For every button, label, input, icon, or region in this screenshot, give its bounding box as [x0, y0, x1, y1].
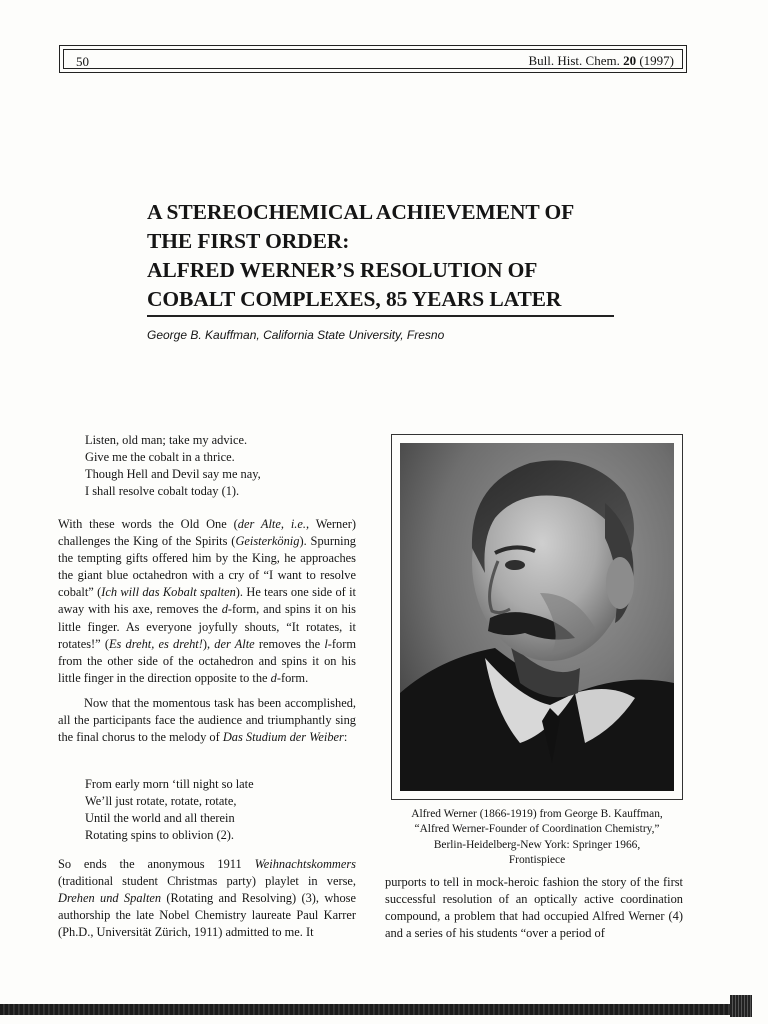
portrait-photo	[400, 443, 674, 791]
chorus-poem	[85, 776, 254, 844]
body-paragraph-1: With these words the Old One (der Alte, i.e., Werner) challenges the King of the Spirits (Geisterkönig). Spurning the tempting gifts offered him by the King, he approaches the giant blue octahedron with a cry of “I want to resolve cobalt” (Ich will das Kobalt spalten). He tears one side of it away with his axe, removes the d-form, and spins it on his little finger. As everyone joyfully shouts, “It rotates, it rotates!” (Es dreht, es dreht!), der Alte removes the l-form from the other side of the octahedron and spins it on his little finger in the direction opposite to the d-form.	[58, 517, 357, 685]
poem-line: Listen, old man; take my advice.	[85, 433, 248, 447]
poem-line: Give me the cobalt in a thrice.	[85, 450, 235, 464]
caption-line: Alfred Werner (1866-1919) from George B. Kauffman,	[411, 808, 663, 820]
scan-edge-bar	[0, 1004, 750, 1015]
author-byline: George B. Kauffman, California State University, Fresno	[147, 328, 445, 342]
journal-citation	[528, 53, 674, 69]
epigraph-poem	[85, 432, 261, 500]
poem-line: We’ll just rotate, rotate, rotate,	[85, 794, 237, 808]
title-line: ALFRED WERNER’S RESOLUTION OF	[147, 258, 538, 282]
title-line: THE FIRST ORDER:	[147, 229, 350, 253]
figure-caption	[391, 807, 683, 868]
poem-line: From early morn ‘till night so late	[85, 777, 254, 791]
running-header-inner-border	[63, 49, 683, 69]
title-line: COBALT COMPLEXES, 85 YEARS LATER	[147, 287, 562, 311]
body-paragraph-2: Now that the momentous task has been accomplished, all the participants face the audience and triumphantly sing the final chorus to the melody of Das Studium der Weiber:	[58, 696, 356, 745]
running-header	[59, 45, 687, 73]
poem-line: Until the world and all therein	[85, 811, 235, 825]
body-paragraph-4: purports to tell in mock-heroic fashion the story of the first successful resolution of an optically active coordination compound, a problem that had occupied Alfred Werner (4) and a series of his students “over a period of	[385, 875, 683, 941]
title-line: A STEREOCHEMICAL ACHIEVEMENT OF	[147, 200, 575, 224]
poem-line: I shall resolve cobalt today (1).	[85, 484, 240, 498]
poem-line: Rotating spins to oblivion (2).	[85, 828, 235, 842]
journal-name: Bull. Hist. Chem.	[528, 53, 620, 68]
poem-line: Though Hell and Devil say me nay,	[85, 467, 261, 481]
caption-line: “Alfred Werner-Founder of Coordination Chemistry,”	[414, 823, 660, 836]
scan-edge-mark	[730, 995, 752, 1017]
figure-frame	[391, 434, 683, 800]
journal-volume: 20	[623, 53, 637, 68]
journal-year: (1997)	[639, 53, 674, 68]
body-paragraph-3: So ends the anonymous 1911 Weihnachtskommers (traditional student Christmas party) playlet in verse, Drehen und Spalten (Rotating and Resolving) (3), whose authorship the late Nobel Chemistry laureate Paul Karrer (Ph.D., Universität Zürich, 1911) admitted to me. It	[58, 857, 356, 940]
caption-line: Frontispiece	[508, 853, 566, 866]
title-rule	[147, 315, 614, 317]
article-title	[147, 198, 637, 314]
caption-line: Berlin-Heidelberg-New York: Springer 1966,	[433, 838, 641, 851]
page-number: 50	[76, 54, 89, 69]
